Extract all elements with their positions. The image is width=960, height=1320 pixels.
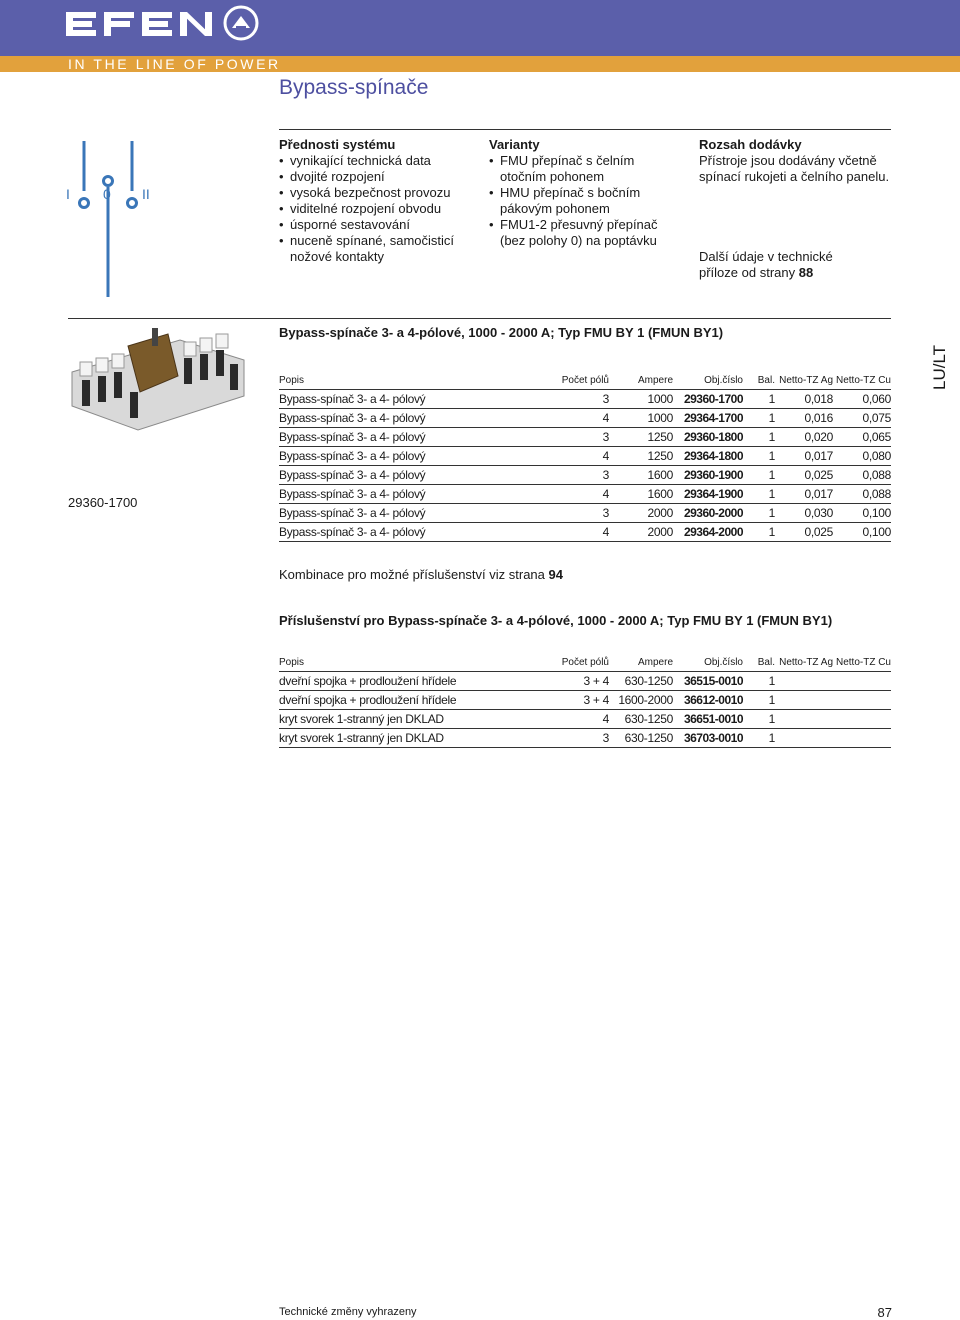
cell-ampere: 2000 <box>609 523 673 542</box>
cell-order-number: 29360-2000 <box>673 504 743 523</box>
cell-description: dveřní spojka + prodloužení hřídele <box>279 691 529 710</box>
cell-pack: 1 <box>743 390 775 409</box>
more-info-text: příloze od strany <box>699 265 799 280</box>
variant-item: • FMU1-2 přesuvný přepínač <box>489 217 689 233</box>
cell-netto-cu: 0,060 <box>833 390 891 409</box>
cell-description: Bypass-spínač 3- a 4- pólový <box>279 447 529 466</box>
cell-netto-cu: 0,100 <box>833 504 891 523</box>
table-row <box>279 504 891 523</box>
combination-note-text: Kombinace pro možné příslušenství viz strana <box>279 567 549 582</box>
cell-poles: 4 <box>529 409 609 428</box>
cell-order-number: 29360-1900 <box>673 466 743 485</box>
variants-heading: Varianty <box>489 137 540 152</box>
feature-item: • nuceně spínané, samočisticí <box>279 233 479 249</box>
delivery-section <box>699 137 899 281</box>
col-header-description: Popis <box>279 648 529 672</box>
cell-netto-ag: 0,025 <box>775 466 833 485</box>
table-row <box>279 710 891 729</box>
cell-pack: 1 <box>743 523 775 542</box>
cell-netto-cu <box>833 710 891 729</box>
table-row <box>279 409 891 428</box>
product-table <box>279 366 891 542</box>
variant-item: • HMU přepínač s bočním <box>489 185 689 201</box>
col-header-pack: Bal. <box>743 648 775 672</box>
cell-netto-ag: 0,016 <box>775 409 833 428</box>
cell-pack: 1 <box>743 428 775 447</box>
features-heading: Přednosti systému <box>279 137 396 152</box>
side-label-text: LU/LT <box>930 344 949 390</box>
col-header-order-number: Obj.číslo <box>673 366 743 390</box>
cell-pack: 1 <box>743 672 775 691</box>
col-header-description: Popis <box>279 366 529 390</box>
cell-description: Bypass-spínač 3- a 4- pólový <box>279 523 529 542</box>
cell-pack: 1 <box>743 447 775 466</box>
cell-order-number: 29360-1700 <box>673 390 743 409</box>
feature-item: • viditelné rozpojení obvodu <box>279 201 479 217</box>
table-row <box>279 672 891 691</box>
cell-poles: 3 <box>529 390 609 409</box>
title-rule <box>279 129 891 130</box>
feature-item: • úsporné sestavování <box>279 217 479 233</box>
schematic-label-ii: II <box>142 186 150 202</box>
cell-pack: 1 <box>743 504 775 523</box>
cell-description: Bypass-spínač 3- a 4- pólový <box>279 428 529 447</box>
product-image-caption: 29360-1700 <box>68 495 138 510</box>
cell-poles: 4 <box>529 485 609 504</box>
cell-ampere: 1600 <box>609 466 673 485</box>
switch-schematic-icon <box>62 137 162 303</box>
features-section <box>279 137 479 265</box>
cell-order-number: 36703-0010 <box>673 729 743 748</box>
cell-pack: 1 <box>743 409 775 428</box>
cell-order-number: 29360-1800 <box>673 428 743 447</box>
cell-netto-cu: 0,065 <box>833 428 891 447</box>
cell-description: kryt svorek 1-stranný jen DKLAD <box>279 729 529 748</box>
combination-note-page[interactable]: 94 <box>548 567 563 582</box>
cell-netto-ag <box>775 691 833 710</box>
table-header-row <box>279 366 891 390</box>
feature-item: • dvojité rozpojení <box>279 169 479 185</box>
cell-order-number: 29364-2000 <box>673 523 743 542</box>
cell-ampere: 1250 <box>609 428 673 447</box>
cell-description: Bypass-spínač 3- a 4- pólový <box>279 390 529 409</box>
cell-ampere: 630-1250 <box>609 672 673 691</box>
table1-title: Bypass-spínače 3- a 4-pólové, 1000 - 2000 A; Typ FMU BY 1 (FMUN BY1) <box>279 325 724 340</box>
cell-netto-cu: 0,100 <box>833 523 891 542</box>
cell-ampere: 1600 <box>609 485 673 504</box>
cell-netto-ag: 0,030 <box>775 504 833 523</box>
cell-poles: 4 <box>529 523 609 542</box>
cell-poles: 4 <box>529 447 609 466</box>
cell-poles: 3 + 4 <box>529 672 609 691</box>
cell-netto-cu: 0,075 <box>833 409 891 428</box>
cell-pack: 1 <box>743 691 775 710</box>
feature-item-continued: nožové kontakty <box>290 249 384 264</box>
accessories-table <box>279 648 891 748</box>
cell-netto-cu <box>833 672 891 691</box>
cell-description: kryt svorek 1-stranný jen DKLAD <box>279 710 529 729</box>
schematic-label-i: I <box>66 186 70 202</box>
cell-poles: 3 + 4 <box>529 691 609 710</box>
cell-poles: 3 <box>529 466 609 485</box>
table-row <box>279 523 891 542</box>
cell-order-number: 36515-0010 <box>673 672 743 691</box>
cell-ampere: 1250 <box>609 447 673 466</box>
more-info-line: Další údaje v technické <box>699 249 833 264</box>
cell-pack: 1 <box>743 466 775 485</box>
cell-ampere: 1000 <box>609 409 673 428</box>
section-divider <box>68 318 891 319</box>
cell-description: dveřní spojka + prodloužení hřídele <box>279 672 529 691</box>
col-header-order-number: Obj.číslo <box>673 648 743 672</box>
cell-description: Bypass-spínač 3- a 4- pólový <box>279 466 529 485</box>
delivery-heading: Rozsah dodávky <box>699 137 802 152</box>
col-header-netto-ag: Netto-TZ Ag <box>775 366 833 390</box>
table-row <box>279 466 891 485</box>
cell-order-number: 29364-1800 <box>673 447 743 466</box>
cell-ampere: 1000 <box>609 390 673 409</box>
side-label <box>915 338 959 394</box>
variant-item-continued: (bez polohy 0) na poptávku <box>500 233 657 248</box>
cell-poles: 3 <box>529 729 609 748</box>
schematic-label-0: 0 <box>103 186 111 202</box>
table2-title: Příslušenství pro Bypass-spínače 3- a 4-pólové, 1000 - 2000 A; Typ FMU BY 1 (FMUN BY1) <box>279 613 833 628</box>
cell-netto-ag: 0,025 <box>775 523 833 542</box>
cell-netto-cu <box>833 691 891 710</box>
variant-item: • FMU přepínač s čelním <box>489 153 689 169</box>
delivery-line: spínací rukojeti a čelního panelu. <box>699 169 890 184</box>
col-header-poles: Počet pólů <box>529 648 609 672</box>
table-row <box>279 485 891 504</box>
cell-order-number: 36651-0010 <box>673 710 743 729</box>
feature-item: • vysoká bezpečnost provozu <box>279 185 479 201</box>
page-number: 87 <box>877 1305 892 1320</box>
col-header-ampere: Ampere <box>609 648 673 672</box>
cell-netto-ag <box>775 710 833 729</box>
feature-item: • vynikající technická data <box>279 153 479 169</box>
col-header-pack: Bal. <box>743 366 775 390</box>
cell-ampere: 1600-2000 <box>609 691 673 710</box>
cell-netto-cu: 0,088 <box>833 466 891 485</box>
bypass-switch-product-image <box>68 326 248 436</box>
cell-description: Bypass-spínač 3- a 4- pólový <box>279 409 529 428</box>
variant-item-continued: pákovým pohonem <box>500 201 610 216</box>
variant-item-continued: otočním pohonem <box>500 169 605 184</box>
more-info-line <box>699 265 899 281</box>
delivery-line: Přístroje jsou dodávány včetně <box>699 153 877 168</box>
cell-netto-ag: 0,018 <box>775 390 833 409</box>
cell-pack: 1 <box>743 485 775 504</box>
col-header-poles: Počet pólů <box>529 366 609 390</box>
cell-poles: 4 <box>529 710 609 729</box>
cell-description: Bypass-spínač 3- a 4- pólový <box>279 504 529 523</box>
cell-order-number: 29364-1700 <box>673 409 743 428</box>
col-header-netto-cu: Netto-TZ Cu <box>833 366 891 390</box>
cell-ampere: 630-1250 <box>609 710 673 729</box>
cell-netto-ag: 0,020 <box>775 428 833 447</box>
table-row <box>279 447 891 466</box>
cell-netto-ag <box>775 672 833 691</box>
table-row <box>279 691 891 710</box>
table-row <box>279 729 891 748</box>
cell-description: Bypass-spínač 3- a 4- pólový <box>279 485 529 504</box>
col-header-netto-ag: Netto-TZ Ag <box>775 648 833 672</box>
cell-netto-cu <box>833 729 891 748</box>
variants-section <box>489 137 689 249</box>
table-row <box>279 428 891 447</box>
cell-order-number: 36612-0010 <box>673 691 743 710</box>
cell-pack: 1 <box>743 710 775 729</box>
col-header-netto-cu: Netto-TZ Cu <box>833 648 891 672</box>
table-row <box>279 390 891 409</box>
combination-note <box>279 567 563 582</box>
table-header-row <box>279 648 891 672</box>
cell-netto-ag: 0,017 <box>775 447 833 466</box>
cell-ampere: 630-1250 <box>609 729 673 748</box>
page-title: Bypass-spínače <box>279 76 429 99</box>
cell-netto-cu: 0,080 <box>833 447 891 466</box>
cell-poles: 3 <box>529 428 609 447</box>
cell-netto-ag <box>775 729 833 748</box>
efen-logo <box>66 4 262 44</box>
cell-ampere: 2000 <box>609 504 673 523</box>
cell-pack: 1 <box>743 729 775 748</box>
tagline: IN THE LINE OF POWER <box>68 56 281 72</box>
cell-netto-cu: 0,088 <box>833 485 891 504</box>
footer-note: Technické změny vyhrazeny <box>279 1306 417 1318</box>
cell-poles: 3 <box>529 504 609 523</box>
more-info-page[interactable]: 88 <box>798 265 814 280</box>
cell-order-number: 29364-1900 <box>673 485 743 504</box>
cell-netto-ag: 0,017 <box>775 485 833 504</box>
col-header-ampere: Ampere <box>609 366 673 390</box>
